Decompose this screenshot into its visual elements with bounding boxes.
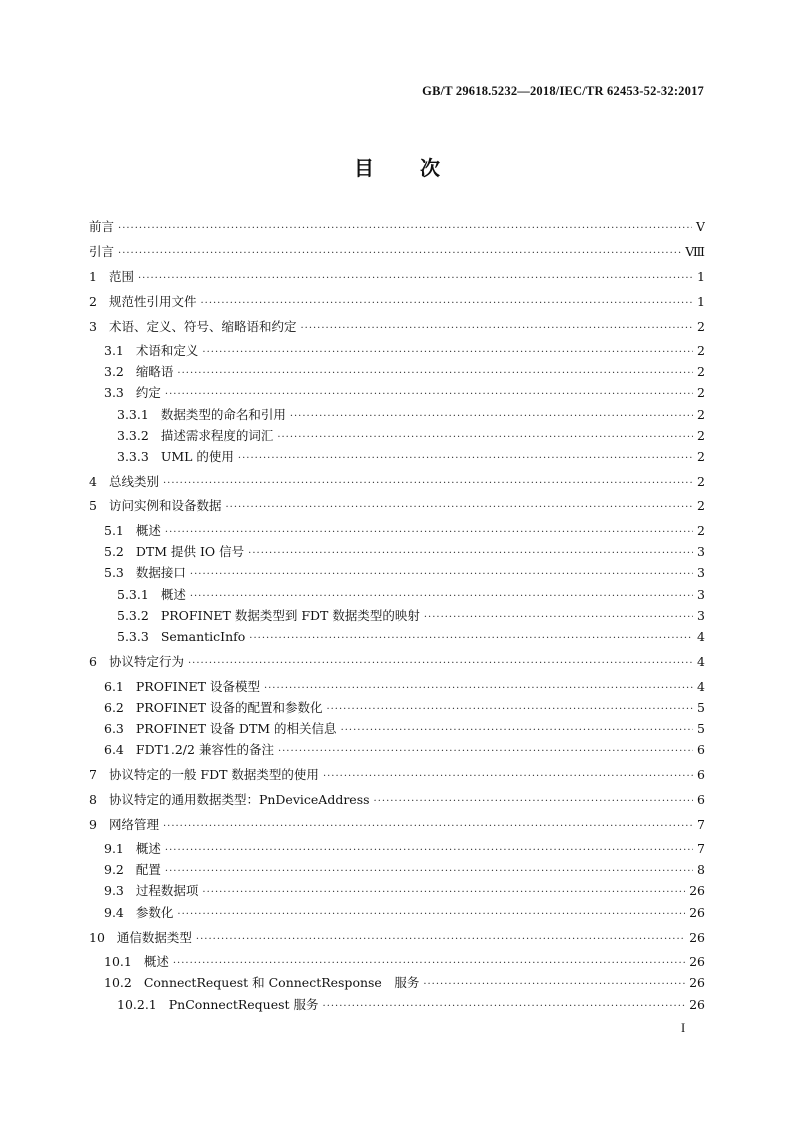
dot-leader: [165, 864, 693, 880]
toc-entry-title: 前言: [89, 219, 115, 234]
toc-entry-number: 3.1: [104, 343, 124, 358]
title-char-2: 次: [420, 156, 440, 180]
toc-entry-page: 6: [697, 767, 705, 782]
toc-entry-label: [117, 608, 420, 624]
toc-entry[interactable]: [89, 930, 705, 948]
toc-entry[interactable]: [89, 407, 705, 425]
toc-entry-page: 1: [697, 269, 705, 284]
dot-leader: [290, 409, 693, 425]
dot-leader: [374, 794, 693, 810]
toc-entry[interactable]: [89, 544, 705, 562]
toc-entry-title: SemanticInfo: [160, 629, 246, 644]
toc-entry-label: [89, 792, 370, 808]
toc-entry-label: [89, 474, 159, 490]
toc-entry[interactable]: [89, 523, 705, 541]
toc-entry[interactable]: [89, 269, 705, 287]
toc-entry-title: 概述: [143, 954, 169, 969]
toc-entry-number: 6.3: [104, 721, 124, 736]
toc-entry-page: 2: [697, 428, 705, 443]
dot-leader: [341, 723, 693, 739]
toc-entry-label: [89, 219, 114, 235]
toc-entry-label: [89, 319, 296, 335]
dot-leader: [225, 500, 693, 516]
toc-entry-page: 2: [697, 364, 705, 379]
toc-entry-label: [104, 544, 244, 560]
toc-entry-title: 约定: [135, 385, 161, 400]
toc-entry-page: 2: [697, 343, 705, 358]
toc-entry-number: 1: [89, 269, 97, 284]
toc-entry-title: 概述: [135, 841, 161, 856]
dot-leader: [196, 932, 685, 948]
dot-leader: [177, 907, 685, 923]
toc-entry-number: 10: [89, 930, 105, 945]
toc-entry-number: 6: [89, 654, 97, 669]
toc-entry-label: [104, 343, 198, 359]
toc-entry[interactable]: [89, 449, 705, 467]
dot-leader: [165, 843, 693, 859]
toc-entry-title: UML 的使用: [160, 449, 234, 464]
toc-entry-title: 数据类型的命名和引用: [160, 407, 286, 422]
toc-entry-number: 5.2: [104, 544, 124, 559]
toc-entry-page: 2: [697, 474, 705, 489]
toc-entry-title: 访问实例和设备数据: [108, 498, 222, 513]
toc-entry-label: [117, 428, 273, 444]
toc-entry-title: 过程数据项: [135, 883, 199, 898]
toc-entry-page: 8: [697, 862, 705, 877]
toc-entry-title: PROFINET 数据类型到 FDT 数据类型的映射: [160, 608, 420, 623]
toc-entry-page: Ⅴ: [695, 219, 705, 234]
toc-entry-number: 9.1: [104, 841, 124, 856]
toc-entry-title: 通信数据类型: [116, 930, 192, 945]
toc-entry-page: 26: [689, 975, 705, 990]
toc-entry-label: [117, 449, 234, 465]
toc-entry-title: 数据接口: [135, 565, 186, 580]
toc-entry[interactable]: [89, 975, 705, 993]
dot-leader: [278, 744, 693, 760]
toc-entry[interactable]: [89, 385, 705, 403]
toc-entry-page: 2: [697, 498, 705, 513]
dot-leader: [165, 525, 693, 541]
toc-entry-number: 3.3: [104, 385, 124, 400]
toc-entry-label: [117, 629, 245, 645]
toc-entry-number: 5: [89, 498, 97, 513]
toc-entry-title: 术语、定义、符号、缩略语和约定: [108, 319, 297, 334]
toc-entry-number: 6.1: [104, 679, 124, 694]
toc-entry-page: 26: [689, 930, 705, 945]
toc-entry-page: 26: [689, 883, 705, 898]
toc-entry[interactable]: [89, 629, 705, 647]
toc-entry-title: PROFINET 设备的配置和参数化: [135, 700, 323, 715]
dot-leader: [202, 885, 685, 901]
toc-entry-page: 3: [697, 544, 705, 559]
page-number: I: [681, 1021, 686, 1035]
toc-entry[interactable]: [89, 244, 705, 262]
toc-entry-title: 参数化: [135, 905, 174, 920]
dot-leader: [300, 321, 693, 337]
toc-entry-page: 26: [689, 954, 705, 969]
toc-entry[interactable]: [89, 343, 705, 361]
toc-entry[interactable]: [89, 742, 705, 760]
toc-entry-page: 2: [697, 407, 705, 422]
toc-entry[interactable]: [89, 294, 705, 312]
toc-entry-label: [104, 975, 419, 991]
toc-entry-number: 9.3: [104, 883, 124, 898]
toc-entry-page: 6: [697, 742, 705, 757]
toc-entry-label: [104, 742, 274, 758]
toc-entry-label: [117, 407, 286, 423]
toc-entry-number: 6.4: [104, 742, 124, 757]
toc-entry-number: 9.4: [104, 905, 124, 920]
toc-entry-title: 描述需求程度的词汇: [160, 428, 274, 443]
toc-entry-number: 3.2: [104, 364, 124, 379]
toc-entry[interactable]: [89, 219, 705, 237]
dot-leader: [163, 819, 693, 835]
toc-entry-label: [89, 930, 192, 946]
toc-entry-page: 1: [697, 294, 705, 309]
toc-entry-title: 协议特定的通用数据类型：PnDeviceAddress: [108, 792, 370, 807]
toc-entry-title: 术语和定义: [135, 343, 199, 358]
toc-entry-page: 4: [697, 629, 705, 644]
toc-entry-label: [104, 721, 337, 737]
toc-entry-page: 3: [697, 608, 705, 623]
dot-leader: [190, 589, 693, 605]
toc-entry[interactable]: [89, 319, 705, 337]
dot-leader: [326, 702, 693, 718]
toc-entry[interactable]: [89, 862, 705, 880]
toc-entry-number: 10.2.1: [117, 997, 157, 1012]
toc-entry[interactable]: [89, 679, 705, 697]
dot-leader: [138, 271, 693, 287]
toc-entry-title: PROFINET 设备 DTM 的相关信息: [135, 721, 337, 736]
dot-leader: [323, 999, 686, 1015]
dot-leader: [264, 681, 693, 697]
toc-entry-label: [104, 862, 161, 878]
toc-entry-label: [89, 244, 114, 260]
toc-entry-label: [117, 997, 319, 1013]
toc-entry-page: 26: [689, 905, 705, 920]
toc-entry-page: Ⅷ: [685, 244, 705, 259]
toc-entry[interactable]: [89, 841, 705, 859]
toc-entry-number: 7: [89, 767, 97, 782]
dot-leader: [424, 610, 693, 626]
toc-entry-page: 6: [697, 792, 705, 807]
dot-leader: [200, 296, 693, 312]
dot-leader: [177, 366, 693, 382]
dot-leader: [277, 430, 693, 446]
toc-entry-label: [89, 654, 184, 670]
toc-entry[interactable]: [89, 767, 705, 785]
toc-entry-title: DTM 提供 IO 信号: [135, 544, 245, 559]
toc-entry-page: 2: [697, 523, 705, 538]
toc-entry-number: 5.3.1: [117, 587, 149, 602]
dot-leader: [202, 345, 693, 361]
toc-entry-number: 5.3.3: [117, 629, 149, 644]
toc-entry-title: 网络管理: [108, 817, 159, 832]
toc-entry[interactable]: [89, 565, 705, 583]
toc-entry[interactable]: [89, 364, 705, 382]
toc-entry-title: FDT1.2/2 兼容性的备注: [135, 742, 274, 757]
toc-entry-page: 2: [697, 319, 705, 334]
toc-entry-page: 5: [697, 721, 705, 736]
toc-entry[interactable]: [89, 654, 705, 672]
toc-entry-title: 总线类别: [108, 474, 159, 489]
toc-entry-label: [104, 954, 169, 970]
toc-entry-label: [104, 700, 322, 716]
toc-entry-title: 协议特定行为: [108, 654, 184, 669]
dot-leader: [188, 656, 693, 672]
toc-entry-number: 10.2: [104, 975, 132, 990]
toc-entry-title: 协议特定的一般 FDT 数据类型的使用: [108, 767, 319, 782]
toc-entry[interactable]: [89, 817, 705, 835]
toc-entry-number: 4: [89, 474, 97, 489]
dot-leader: [163, 476, 693, 492]
toc-entry[interactable]: [89, 997, 705, 1015]
dot-leader: [249, 631, 693, 647]
toc-entry[interactable]: [89, 700, 705, 718]
toc-entry-label: [104, 905, 173, 921]
dot-leader: [165, 387, 693, 403]
toc-entry-page: 2: [697, 385, 705, 400]
toc-entry-label: [104, 565, 186, 581]
toc-entry-number: 5.3.2: [117, 608, 149, 623]
toc-entry-title: 缩略语: [135, 364, 174, 379]
toc-entry[interactable]: [89, 954, 705, 972]
toc-entry-number: 8: [89, 792, 97, 807]
title-char-1: 目: [354, 156, 374, 180]
toc-entry-title: PnConnectRequest 服务: [168, 997, 319, 1012]
toc-entry-label: [104, 523, 161, 539]
dot-leader: [238, 451, 693, 467]
toc-entry-label: [104, 364, 173, 380]
toc-entry-label: [117, 587, 186, 603]
toc-entry-title: 引言: [89, 244, 115, 259]
document-id: GB/T 29618.5232—2018/IEC/TR 62453-52-32:2017: [422, 84, 704, 98]
toc-entry-title: 概述: [135, 523, 161, 538]
toc-entry-title: 规范性引用文件: [108, 294, 197, 309]
dot-leader: [323, 769, 693, 785]
toc-entry[interactable]: [89, 905, 705, 923]
toc-entry-label: [89, 269, 134, 285]
toc-entry[interactable]: [89, 721, 705, 739]
toc-entry-number: 9: [89, 817, 97, 832]
toc-entry-number: 3.3.2: [117, 428, 149, 443]
toc-entry-page: 4: [697, 654, 705, 669]
toc-entry[interactable]: [89, 792, 705, 810]
toc-entry-title: 概述: [160, 587, 186, 602]
toc-entry-page: 26: [689, 997, 705, 1012]
toc-entry-label: [104, 841, 161, 857]
toc-entry-number: 3.3.1: [117, 407, 149, 422]
dot-leader: [248, 546, 693, 562]
toc-entry-label: [89, 498, 221, 514]
dot-leader: [118, 221, 692, 237]
toc-entry-number: 6.2: [104, 700, 124, 715]
toc-entry-label: [104, 385, 161, 401]
toc-entry-number: 3: [89, 319, 97, 334]
toc-entry-page: 7: [697, 841, 705, 856]
page-title: [0, 152, 794, 181]
dot-leader: [190, 567, 693, 583]
toc-entry-number: 10.1: [104, 954, 132, 969]
toc-entry-page: 2: [697, 449, 705, 464]
toc-entry-page: 3: [697, 587, 705, 602]
toc-entry-label: [89, 767, 319, 783]
toc-entry[interactable]: [89, 883, 705, 901]
toc-entry-label: [89, 817, 159, 833]
toc-entry-page: 3: [697, 565, 705, 580]
toc-entry-number: 5.1: [104, 523, 124, 538]
toc-entry-title: PROFINET 设备模型: [135, 679, 260, 694]
toc-entry[interactable]: [89, 474, 705, 492]
toc-entry-title: 范围: [108, 269, 134, 284]
toc-entry-page: 4: [697, 679, 705, 694]
dot-leader: [423, 977, 685, 993]
toc-entry-title: ConnectRequest 和 ConnectResponse 服务: [143, 975, 420, 990]
toc-entry-label: [89, 294, 196, 310]
toc-entry-page: 5: [697, 700, 705, 715]
toc-entry-title: 配置: [135, 862, 161, 877]
toc-entry[interactable]: [89, 587, 705, 605]
toc-entry-label: [104, 883, 198, 899]
dot-leader: [118, 246, 681, 262]
toc-entry[interactable]: [89, 498, 705, 516]
toc-entry[interactable]: [89, 608, 705, 626]
toc-entry-number: 9.2: [104, 862, 124, 877]
toc-entry-number: 2: [89, 294, 97, 309]
toc-entry-number: 3.3.3: [117, 449, 149, 464]
toc-entry-label: [104, 679, 260, 695]
toc-entry-number: 5.3: [104, 565, 124, 580]
toc-entry-page: 7: [697, 817, 705, 832]
toc-entry[interactable]: [89, 428, 705, 446]
dot-leader: [173, 956, 685, 972]
